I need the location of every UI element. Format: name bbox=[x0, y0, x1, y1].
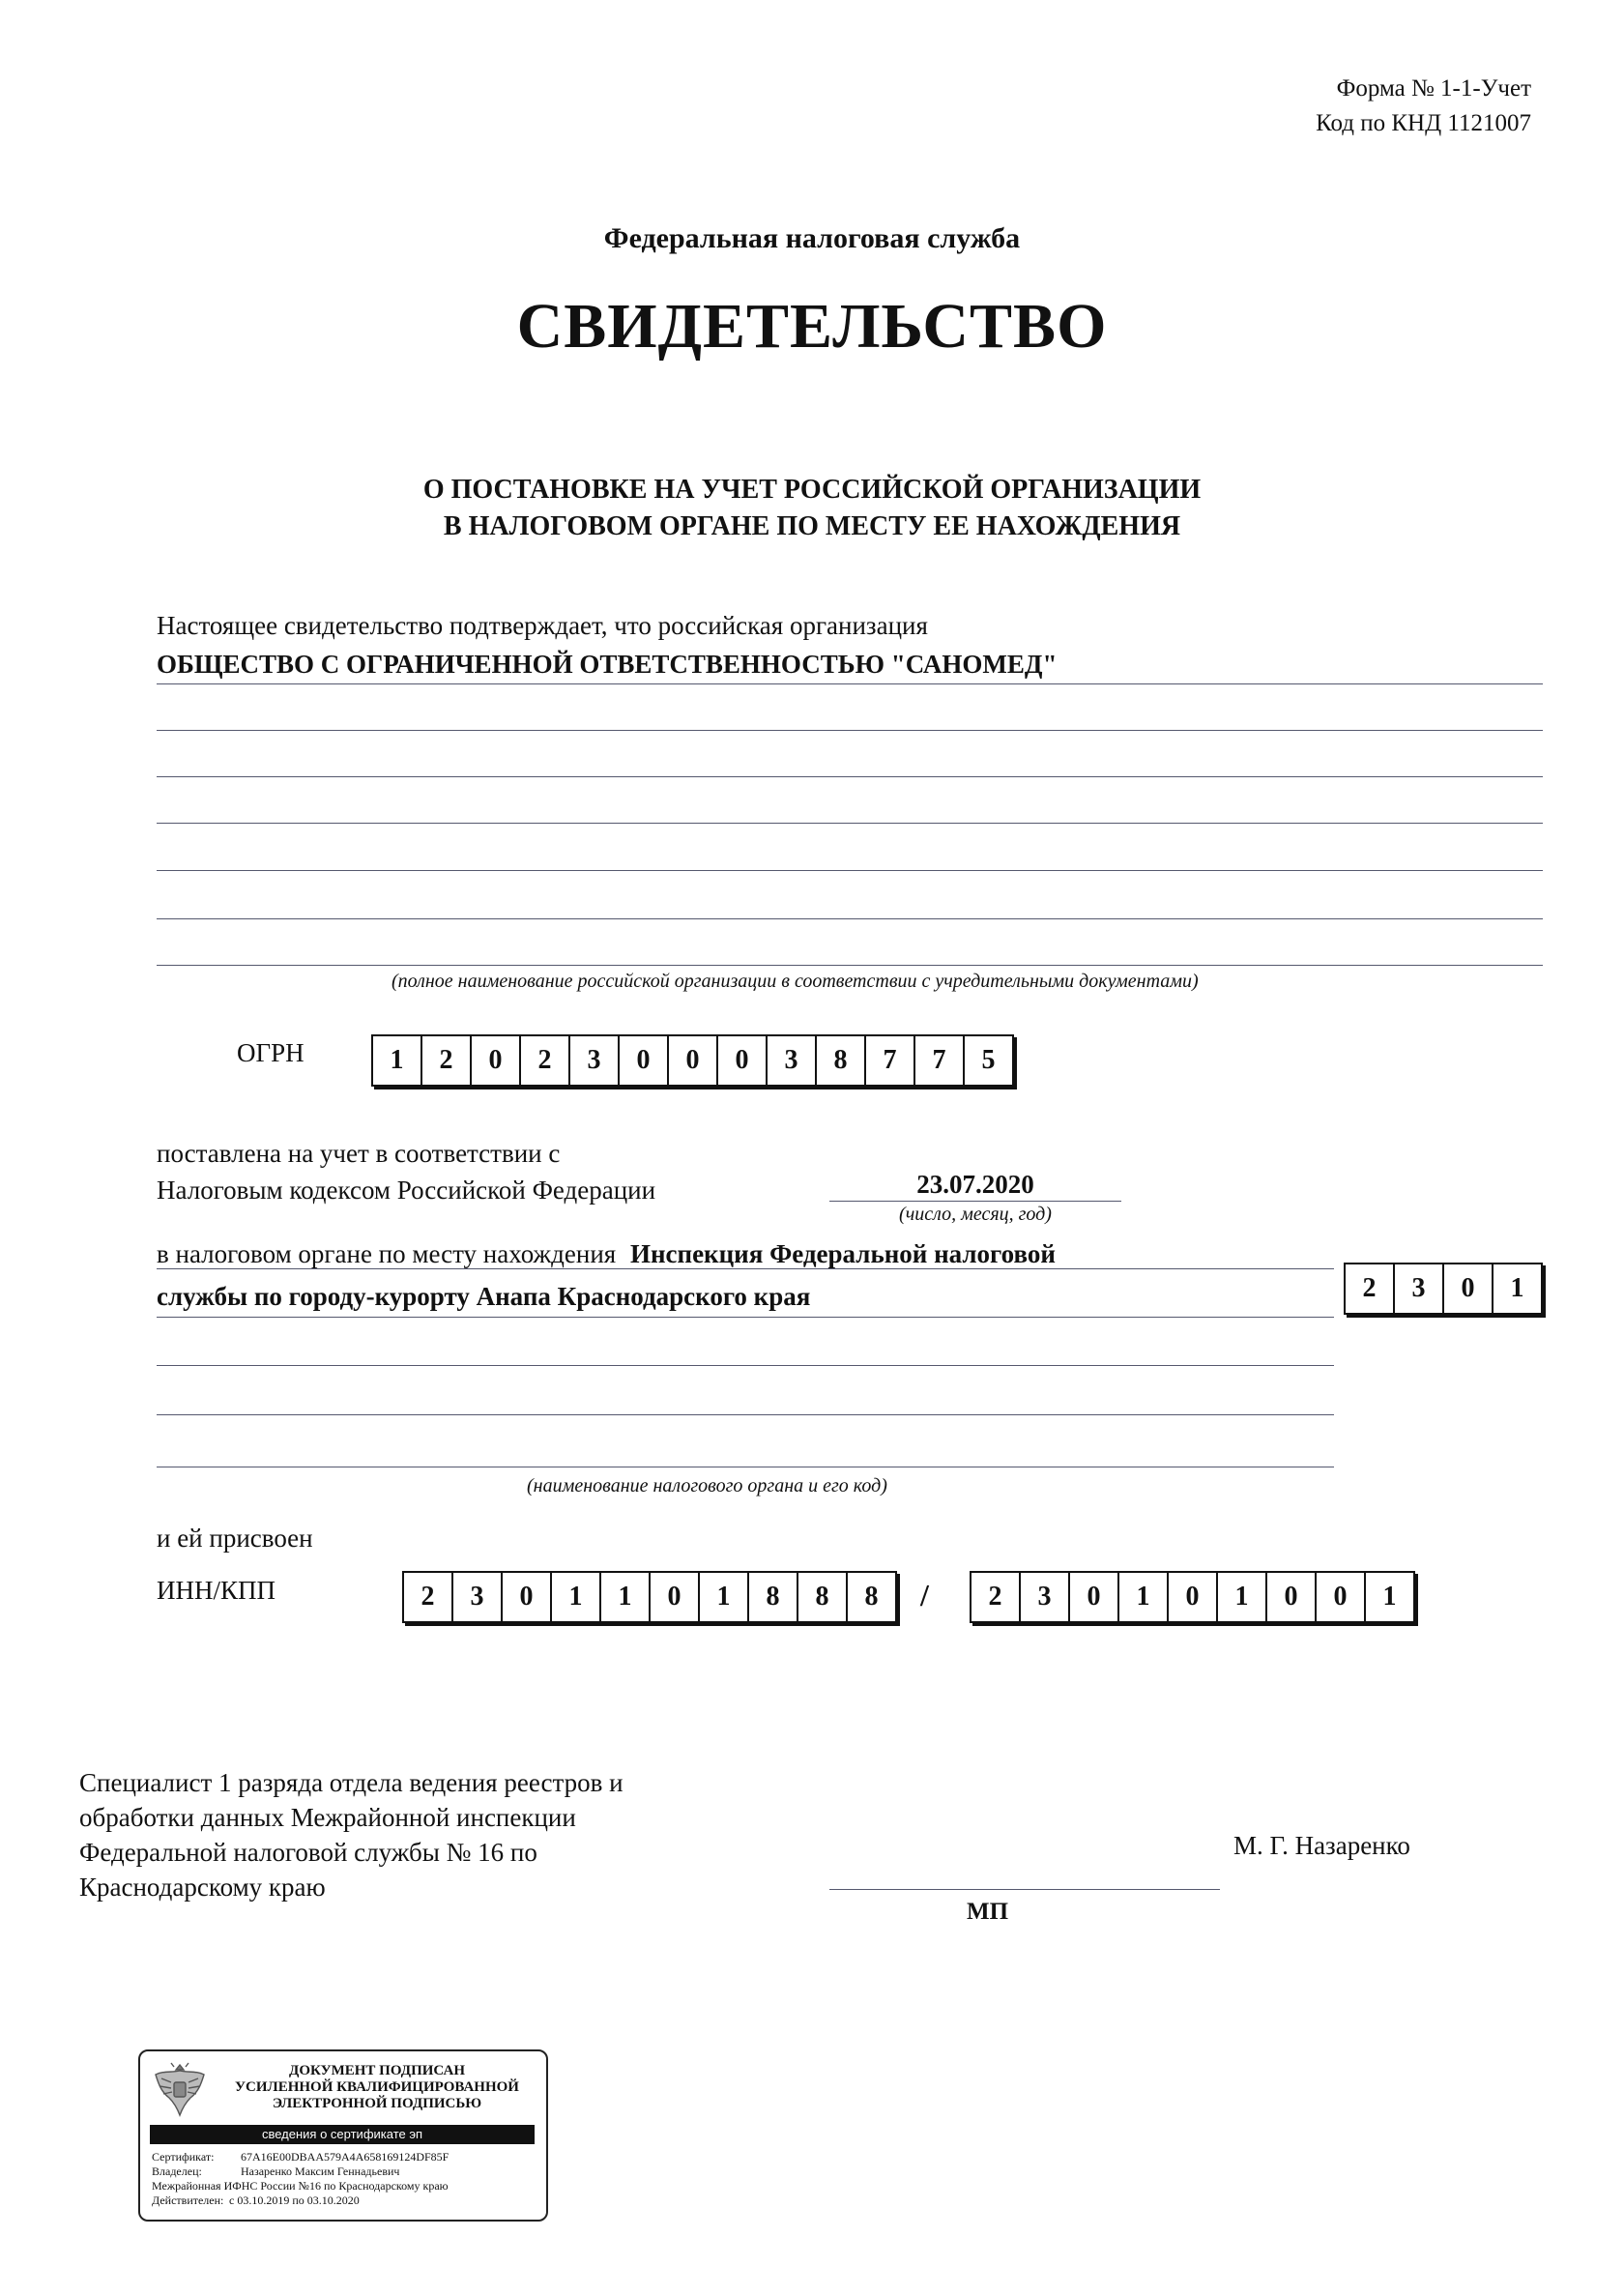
valid-value: с 03.10.2019 по 03.10.2020 bbox=[229, 2193, 360, 2207]
tax-authority-code-boxes bbox=[1344, 1263, 1543, 1315]
org-line-6 bbox=[157, 918, 1543, 919]
tax-authority-prefix-text: в налоговом органе по месту нахождения bbox=[157, 1239, 617, 1268]
authority-code-digit: 2 bbox=[1346, 1264, 1395, 1313]
tax-authority-name-1: Инспекция Федеральной налоговой bbox=[629, 1239, 1056, 1268]
form-header bbox=[1316, 72, 1531, 141]
org-line-3 bbox=[157, 776, 1543, 777]
ogrn-digit: 7 bbox=[915, 1036, 965, 1085]
page-title: СВИДЕТЕЛЬСТВО bbox=[516, 291, 1108, 362]
registration-line-2: Налоговым кодексом Российской Федерации bbox=[157, 1176, 656, 1205]
position-line-1: Специалист 1 разряда отдела ведения реестров и bbox=[79, 1768, 624, 1797]
assigned-text: и ей присвоен bbox=[157, 1524, 313, 1553]
inn-digit: 8 bbox=[749, 1573, 798, 1621]
authority-code-digit: 0 bbox=[1444, 1264, 1494, 1313]
cert-value: 67A16E00DBAA579A4A658169124DF85F bbox=[241, 2150, 450, 2164]
authority-line-1 bbox=[157, 1268, 1334, 1269]
kpp-digit: 1 bbox=[1366, 1573, 1415, 1621]
organization-name: ОБЩЕСТВО С ОГРАНИЧЕННОЙ ОТВЕТСТВЕННОСТЬЮ "САНОМЕД" bbox=[157, 650, 1058, 679]
e-signature-heading bbox=[218, 2063, 536, 2112]
authority-line-4 bbox=[157, 1414, 1334, 1415]
ogrn-digit: 1 bbox=[373, 1036, 422, 1085]
form-number: Форма № 1-1-Учет bbox=[1336, 75, 1531, 102]
kpp-digit: 1 bbox=[1119, 1573, 1169, 1621]
inn-digit: 0 bbox=[651, 1573, 700, 1621]
intro-text: Настоящее свидетельство подтверждает, что российская организация bbox=[157, 611, 928, 640]
signature-line bbox=[829, 1889, 1220, 1890]
inn-kpp-separator: / bbox=[920, 1578, 929, 1612]
valid-label: Действителен: bbox=[152, 2193, 224, 2207]
stamp-head-line-2: УСИЛЕННОЙ КВАЛИФИЦИРОВАННОЙ bbox=[235, 2079, 519, 2095]
signatory-position bbox=[79, 1765, 624, 1904]
issuer-org: Межрайонная ИФНС России №16 по Краснодарскому краю bbox=[152, 2179, 449, 2193]
ogrn-digit: 3 bbox=[570, 1036, 620, 1085]
authority-line-2 bbox=[157, 1317, 1334, 1318]
ogrn-digit: 2 bbox=[422, 1036, 472, 1085]
authority-line-3 bbox=[157, 1365, 1334, 1366]
inn-digit: 1 bbox=[601, 1573, 651, 1621]
kpp-boxes bbox=[970, 1571, 1415, 1623]
inn-digit: 1 bbox=[552, 1573, 601, 1621]
tax-authority-prefix bbox=[157, 1239, 1056, 1269]
stamp-place-label: МП bbox=[967, 1899, 1009, 1925]
authority-caption: (наименование налогового органа и его код) bbox=[527, 1475, 887, 1496]
ogrn-digit: 2 bbox=[521, 1036, 570, 1085]
authority-code-digit: 3 bbox=[1395, 1264, 1444, 1313]
org-line-7 bbox=[157, 965, 1543, 966]
org-caption: (полное наименование российской организации в соответствии с учредительными документами) bbox=[392, 971, 1199, 992]
agency-name: Федеральная налоговая служба bbox=[603, 222, 1021, 254]
ogrn-digit: 0 bbox=[669, 1036, 718, 1085]
kpp-digit: 0 bbox=[1317, 1573, 1366, 1621]
ogrn-digit: 7 bbox=[866, 1036, 915, 1085]
subtitle-line-1: О ПОСТАНОВКЕ НА УЧЕТ РОССИЙСКОЙ ОРГАНИЗАЦИИ bbox=[422, 475, 1202, 505]
registration-date: 23.07.2020 bbox=[916, 1170, 1034, 1199]
inn-digit: 8 bbox=[798, 1573, 848, 1621]
knd-code: Код по КНД 1121007 bbox=[1316, 110, 1531, 136]
org-line-5 bbox=[157, 870, 1543, 871]
org-line-2 bbox=[157, 730, 1543, 731]
certificate-details bbox=[152, 2150, 449, 2208]
document-subtitle bbox=[0, 472, 1624, 545]
kpp-digit: 0 bbox=[1267, 1573, 1317, 1621]
certificate-info-bar: сведения о сертификате эп bbox=[150, 2125, 535, 2144]
owner-label: Владелец: bbox=[152, 2164, 202, 2178]
e-signature-stamp bbox=[138, 2049, 548, 2222]
coat-of-arms-icon bbox=[150, 2059, 210, 2121]
position-line-4: Краснодарскому краю bbox=[79, 1873, 326, 1902]
org-line-4 bbox=[157, 823, 1543, 824]
ogrn-digit: 0 bbox=[718, 1036, 768, 1085]
subtitle-line-2: В НАЛОГОВОМ ОРГАНЕ ПО МЕСТУ ЕЕ НАХОЖДЕНИЯ bbox=[443, 511, 1181, 541]
position-line-2: обработки данных Межрайонной инспекции bbox=[79, 1803, 576, 1832]
ogrn-label: ОГРН bbox=[237, 1038, 304, 1067]
inn-digit: 8 bbox=[848, 1573, 897, 1621]
kpp-digit: 2 bbox=[972, 1573, 1021, 1621]
inn-digit: 1 bbox=[700, 1573, 749, 1621]
date-caption: (число, месяц, год) bbox=[899, 1204, 1052, 1225]
ogrn-digit: 0 bbox=[472, 1036, 521, 1085]
ogrn-digit: 8 bbox=[817, 1036, 866, 1085]
stamp-head-line-3: ЭЛЕКТРОННОЙ ПОДПИСЬЮ bbox=[272, 2096, 482, 2111]
ogrn-digit: 3 bbox=[768, 1036, 817, 1085]
cert-label: Сертификат: bbox=[152, 2150, 215, 2164]
date-line bbox=[829, 1201, 1121, 1202]
stamp-head-line-1: ДОКУМЕНТ ПОДПИСАН bbox=[289, 2063, 465, 2078]
signatory-name: М. Г. Назаренко bbox=[1233, 1831, 1410, 1860]
inn-digit: 2 bbox=[404, 1573, 453, 1621]
ogrn-digit: 5 bbox=[965, 1036, 1014, 1085]
inn-digit: 0 bbox=[503, 1573, 552, 1621]
ogrn-digit: 0 bbox=[620, 1036, 669, 1085]
org-line-1 bbox=[157, 683, 1543, 684]
kpp-digit: 3 bbox=[1021, 1573, 1070, 1621]
tax-authority-name-2: службы по городу-курорту Анапа Краснодарского края bbox=[157, 1282, 811, 1311]
owner-value: Назаренко Максим Геннадьевич bbox=[241, 2164, 400, 2178]
ogrn-boxes bbox=[371, 1034, 1014, 1087]
registration-line-1: поставлена на учет в соответствии с bbox=[157, 1139, 561, 1168]
kpp-digit: 0 bbox=[1169, 1573, 1218, 1621]
authority-code-digit: 1 bbox=[1494, 1264, 1543, 1313]
inn-digit: 3 bbox=[453, 1573, 503, 1621]
kpp-digit: 1 bbox=[1218, 1573, 1267, 1621]
position-line-3: Федеральной налоговой службы № 16 по bbox=[79, 1838, 537, 1867]
inn-kpp-label: ИНН/КПП bbox=[157, 1576, 276, 1605]
inn-boxes bbox=[402, 1571, 897, 1623]
kpp-digit: 0 bbox=[1070, 1573, 1119, 1621]
